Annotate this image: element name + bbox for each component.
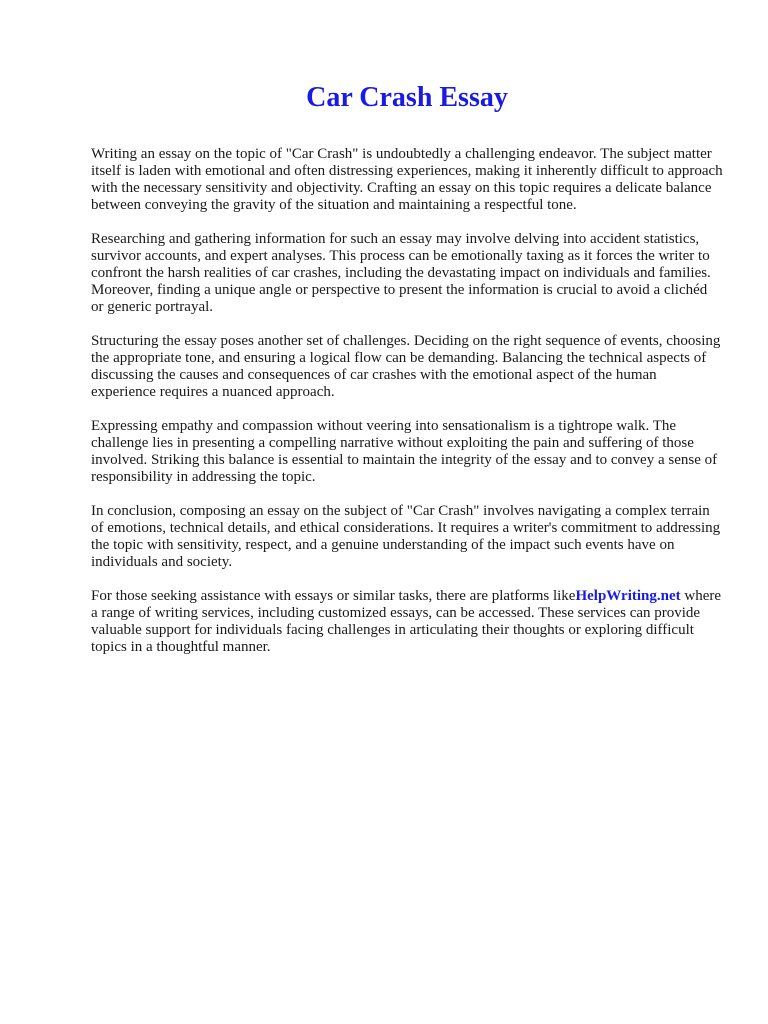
helpwriting-link[interactable]: HelpWriting.net: [575, 588, 681, 604]
paragraph-6: [91, 588, 723, 656]
paragraph-6-intro: For those seeking assistance with essays or similar tasks, there are platforms like: [91, 588, 576, 604]
paragraph-2: Researching and gathering information for such an essay may involve delving into accident statistics, survivor accounts, and expert analyses. This process can be emotionally taxing as it forces the writer to confront the harsh realities of car crashes, including the devastating impact on individuals and families. Moreover, finding a unique angle or perspective to present the information is crucial to avoid a clichéd or generic portrayal.: [91, 231, 711, 315]
paragraph-6-rest: where a range of writing services, including customized essays, can be accessed. These services can provide valuable support for individuals facing challenges in articulating their thoughts or exploring difficult topics in a thoughtful manner.: [91, 588, 722, 655]
paragraph-5: In conclusion, composing an essay on the subject of "Car Crash" involves navigating a complex terrain of emotions, technical details, and ethical considerations. It requires a writer's commitment to addressing the topic with sensitivity, respect, and a genuine understanding of the impact such events have on individuals and society.: [91, 503, 721, 570]
paragraph-3: Structuring the essay poses another set of challenges. Deciding on the right sequence of events, choosing the appropriate tone, and ensuring a logical flow can be demanding. Balancing the technical aspects of discussing the causes and consequences of car crashes with the emotional aspect of the human experience requires a nuanced approach.: [91, 333, 721, 400]
document-title: Car Crash Essay: [306, 82, 508, 113]
paragraph-4: Expressing empathy and compassion without veering into sensationalism is a tightrope walk. The challenge lies in presenting a compelling narrative without exploiting the pain and suffering of those involved. Striking this balance is essential to maintain the integrity of the essay and to convey a sense of responsibility in addressing the topic.: [91, 418, 718, 485]
paragraph-1: Writing an essay on the topic of "Car Crash" is undoubtedly a challenging endeavor. The subject matter itself is laden with emotional and often distressing experiences, making it inherently difficult to approach with the necessary sensitivity and objectivity. Crafting an essay on this topic requires a delicate balance between conveying the gravity of the situation and maintaining a respectful tone.: [91, 146, 723, 213]
document-body: [91, 146, 723, 673]
